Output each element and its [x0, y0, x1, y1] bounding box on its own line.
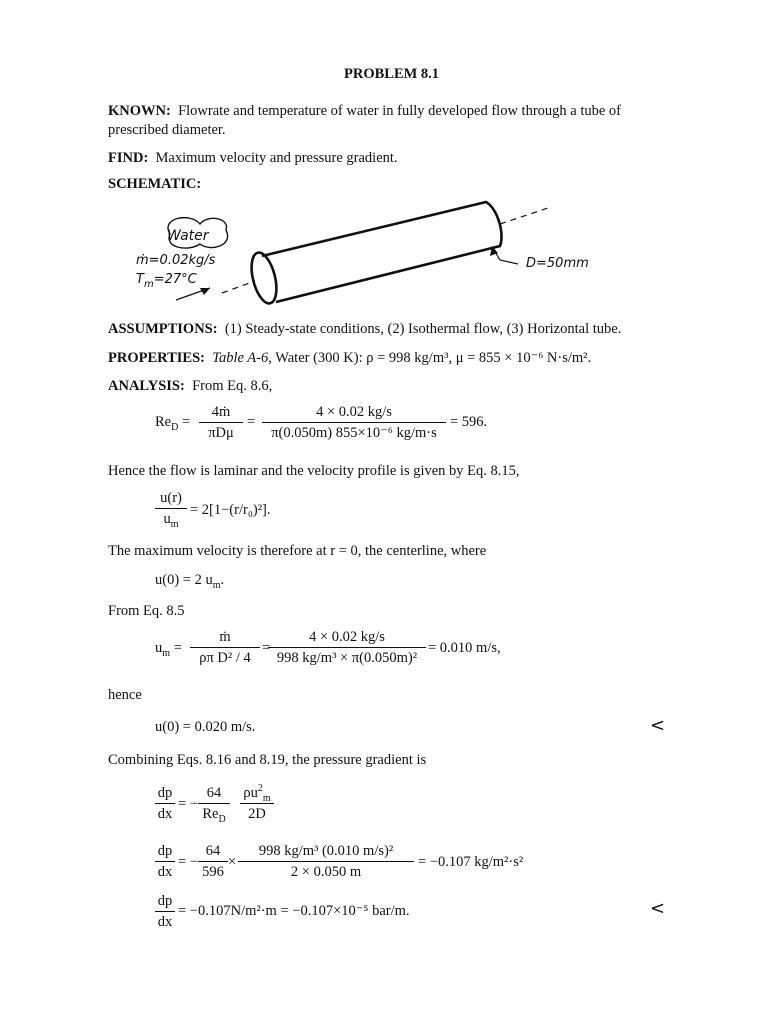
pg1-coef [198, 785, 230, 823]
u0-result: u(0) = 0.020 m/s. [155, 719, 256, 735]
pg2-coef [198, 843, 228, 881]
re-den2: π(0.050m) 855×10⁻⁶ kg/m·s [271, 425, 437, 441]
profile-frac [155, 490, 187, 528]
tm-sub: m [143, 279, 154, 290]
pg1-rho-num-sup: 2 [257, 783, 263, 794]
tube-end-ellipse [247, 250, 281, 306]
pg2-times: × [228, 854, 237, 870]
find-text: Maximum velocity and pressure gradient. [155, 150, 398, 166]
pg1-coef-num: 64 [198, 785, 230, 804]
diameter-leader [494, 250, 518, 264]
known-text: Flowrate and temperature of water in fully developed flow through a tube of [178, 103, 622, 119]
pg3-dpdx [155, 893, 175, 931]
pg2-coef-den: 596 [202, 864, 224, 880]
pg1-eq-sign: = − [178, 796, 198, 812]
pg2-frac [238, 843, 414, 881]
tube-schematic [130, 190, 610, 310]
um-num2: 4 × 0.02 kg/s [268, 629, 426, 648]
pg1-dpdx [155, 785, 175, 823]
assumptions-line [108, 321, 621, 338]
tube-body [262, 202, 502, 302]
assumptions-label: ASSUMPTIONS: [108, 321, 218, 337]
combining-text: Combining Eqs. 8.16 and 8.19, the pressure gradient is [108, 752, 427, 768]
re-result: = 596. [450, 414, 488, 430]
pg2-coef-num: 64 [198, 843, 228, 862]
centerline-left [222, 281, 255, 293]
tm-rest: =27°C [153, 272, 197, 287]
um-result: = 0.010 m/s, [428, 640, 501, 656]
um-eq-sign: = [262, 640, 271, 656]
schematic-label: SCHEMATIC: [108, 176, 202, 192]
u0-equation: u(0) = 2 $u_m$. [155, 572, 225, 591]
pg1-coef-den [198, 804, 230, 823]
profile-den-sub: m [170, 519, 179, 530]
properties-table: Table A-6 [212, 350, 269, 366]
known-line1 [108, 103, 621, 120]
profile-num: u(r) [155, 490, 187, 509]
max-velocity-text: The maximum velocity is therefore at r = 0, the centerline, where [108, 543, 487, 559]
pg1-rho-num [240, 785, 274, 804]
pg1-rho [240, 785, 274, 823]
find-line [108, 150, 398, 167]
pg1-coef-den-sub: D [218, 814, 226, 825]
centerline-right [500, 208, 548, 224]
hence-text: hence [108, 687, 142, 703]
pg2-dpdx [155, 843, 175, 881]
um-den1: ρπ D² / 4 [199, 650, 251, 666]
diameter-label: D=50mm [526, 256, 589, 271]
known-line2: prescribed diameter. [108, 122, 226, 138]
known-label: KNOWN: [108, 103, 171, 119]
um-frac1 [190, 629, 260, 667]
from-eq85: From Eq. 8.5 [108, 603, 185, 619]
mass-flow-label: ṁ=0.02kg/s [136, 253, 216, 268]
pg1-dx: dx [157, 806, 173, 822]
re-eq-sign: = [247, 414, 256, 430]
properties-label: PROPERTIES: [108, 350, 205, 366]
profile-den [155, 509, 187, 528]
re-num1: 4ṁ [199, 404, 243, 423]
tm-base: T [136, 272, 144, 287]
pg1-dp: dp [155, 785, 175, 804]
um-num1: ṁ [190, 629, 260, 648]
find-label: FIND: [108, 150, 149, 166]
um-lhs-text: u [155, 640, 163, 656]
pg3-result: = −0.107N/m²·m = −0.107×10⁻⁵ bar/m. [178, 903, 410, 919]
pg2-dp: dp [155, 843, 175, 862]
re-lhs-text: Re [155, 414, 172, 430]
u0-eq-sub: m [212, 580, 221, 591]
pg2-eq-sign: = − [178, 854, 198, 870]
answer-mark-2: < [650, 898, 666, 919]
pg2-den: 2 × 0.050 m [290, 864, 362, 880]
um-lhs-sub: m [162, 648, 171, 659]
re-den1: πDμ [208, 425, 234, 441]
pg2-num: 998 kg/m³ (0.010 m/s)² [238, 843, 414, 862]
assumptions-text: (1) Steady-state conditions, (2) Isothermal flow, (3) Horizontal tube. [224, 321, 622, 337]
pg1-rho-num-sub: m [262, 793, 271, 804]
properties-text: , Water (300 K): ρ = 998 kg/m³, μ = 855 × 10⁻⁶ N·s/m². [268, 350, 592, 366]
answer-mark-1: < [650, 715, 666, 736]
pg3-dp: dp [155, 893, 175, 912]
profile-rhs: = 2[1−(r/r₀)²]. [190, 502, 271, 518]
analysis-intro: From Eq. 8.6, [192, 378, 273, 394]
pg1-rho-den: 2D [248, 806, 266, 822]
u0-eq-text: u(0) = 2 u [155, 572, 213, 588]
properties-line [108, 350, 591, 367]
analysis-line [108, 378, 272, 395]
pg1-coef-den-base: Re [202, 806, 219, 822]
um-frac2 [268, 629, 426, 667]
pg1-rho-num-base: ρu [243, 785, 258, 801]
um-lhs: $u_m$ = [155, 640, 182, 659]
re-lhs: $Re_D$ = [155, 414, 191, 433]
water-label: Water [167, 228, 209, 244]
pg2-dx: dx [157, 864, 173, 880]
re-frac1 [199, 404, 243, 442]
profile-den-base: u [163, 511, 171, 527]
re-num2: 4 × 0.02 kg/s [262, 404, 446, 423]
re-lhs-sub: D [171, 422, 179, 433]
pg3-dx: dx [157, 914, 173, 930]
pg2-result: = −0.107 kg/m²·s² [418, 854, 524, 870]
page-title: PROBLEM 8.1 [344, 66, 440, 82]
analysis-label: ANALYSIS: [108, 378, 185, 394]
laminar-text: Hence the flow is laminar and the velocity profile is given by Eq. 8.15, [108, 463, 520, 479]
mean-temp-label [136, 272, 197, 290]
re-frac2 [262, 404, 446, 442]
um-den2: 998 kg/m³ × π(0.050m)² [276, 650, 418, 666]
